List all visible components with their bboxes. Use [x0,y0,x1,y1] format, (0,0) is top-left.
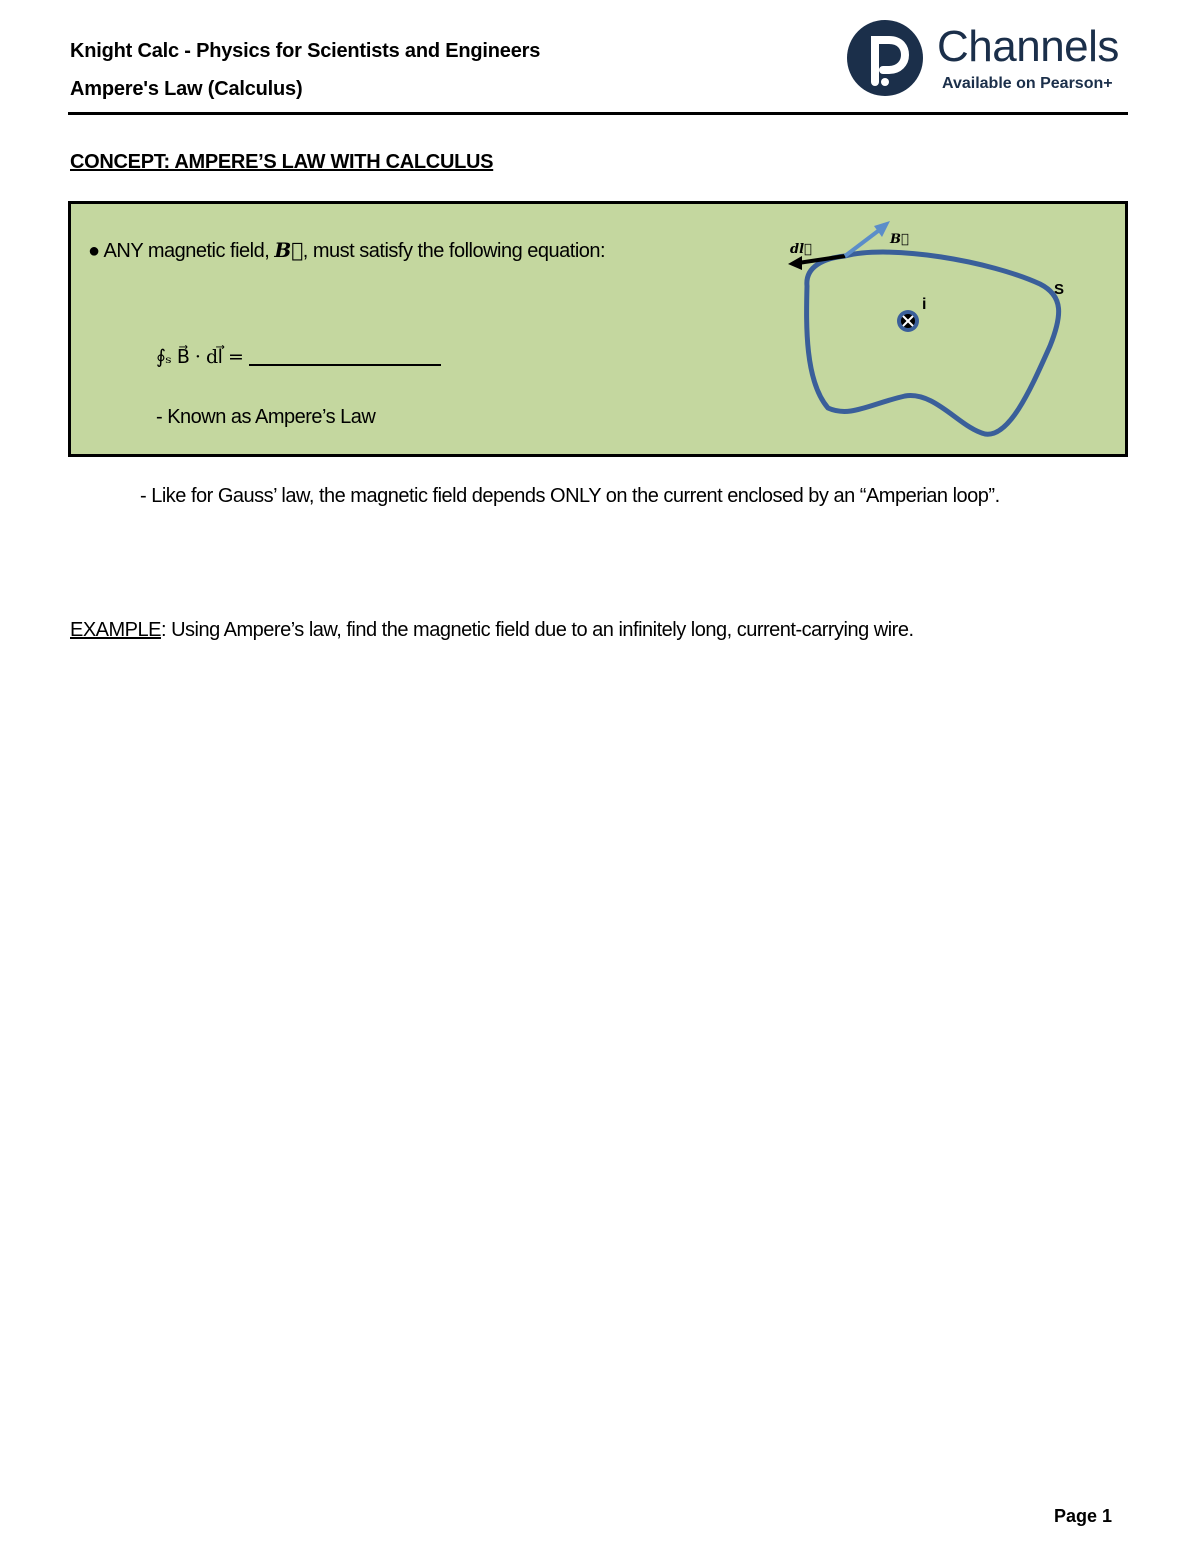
known-as-note: - Known as Ampere’s Law [156,406,376,428]
logo-tagline: Available on Pearson+ [942,75,1113,92]
header-rule [68,112,1128,115]
amperian-loop-diagram [770,206,1090,446]
course-title: Knight Calc - Physics for Scientists and Engineers [70,40,541,62]
concept-title: CONCEPT: AMPERE’S LAW WITH CALCULUS [70,151,494,173]
bullet-symbol: B⃗ [274,238,303,262]
amperian-loop [807,252,1059,434]
bullet-text [88,238,605,263]
logo-brand: Channels [937,22,1119,71]
example-label: EXAMPLE [70,619,161,641]
b-label: B⃗ [890,232,909,247]
equation-text: ∮ₛ B⃗ · dl⃗ = [156,346,244,368]
dl-arrowhead [788,256,802,270]
pearson-p-icon [845,18,925,98]
example-text: : Using Ampere’s law, find the magnetic field due to an infinitely long, current-carrying wire. [160,619,914,641]
answer-blank[interactable] [249,364,441,366]
bullet-prefix: ● ANY magnetic field, [88,240,270,262]
ampere-equation [156,346,441,368]
example-prompt [70,619,914,642]
gauss-law-note: - Like for Gauss’ law, the magnetic field depends ONLY on the current enclosed by an “Amperian loop”. [140,485,1000,507]
bullet-suffix: , must satisfy the following equation: [302,240,606,262]
dl-label: dl⃗ [790,242,812,257]
chapter-title: Ampere's Law (Calculus) [70,78,303,100]
page-number: Page 1 [1053,1506,1112,1526]
loop-label: S [1054,281,1065,298]
channels-logo [845,18,1135,102]
current-label: i [922,296,927,313]
